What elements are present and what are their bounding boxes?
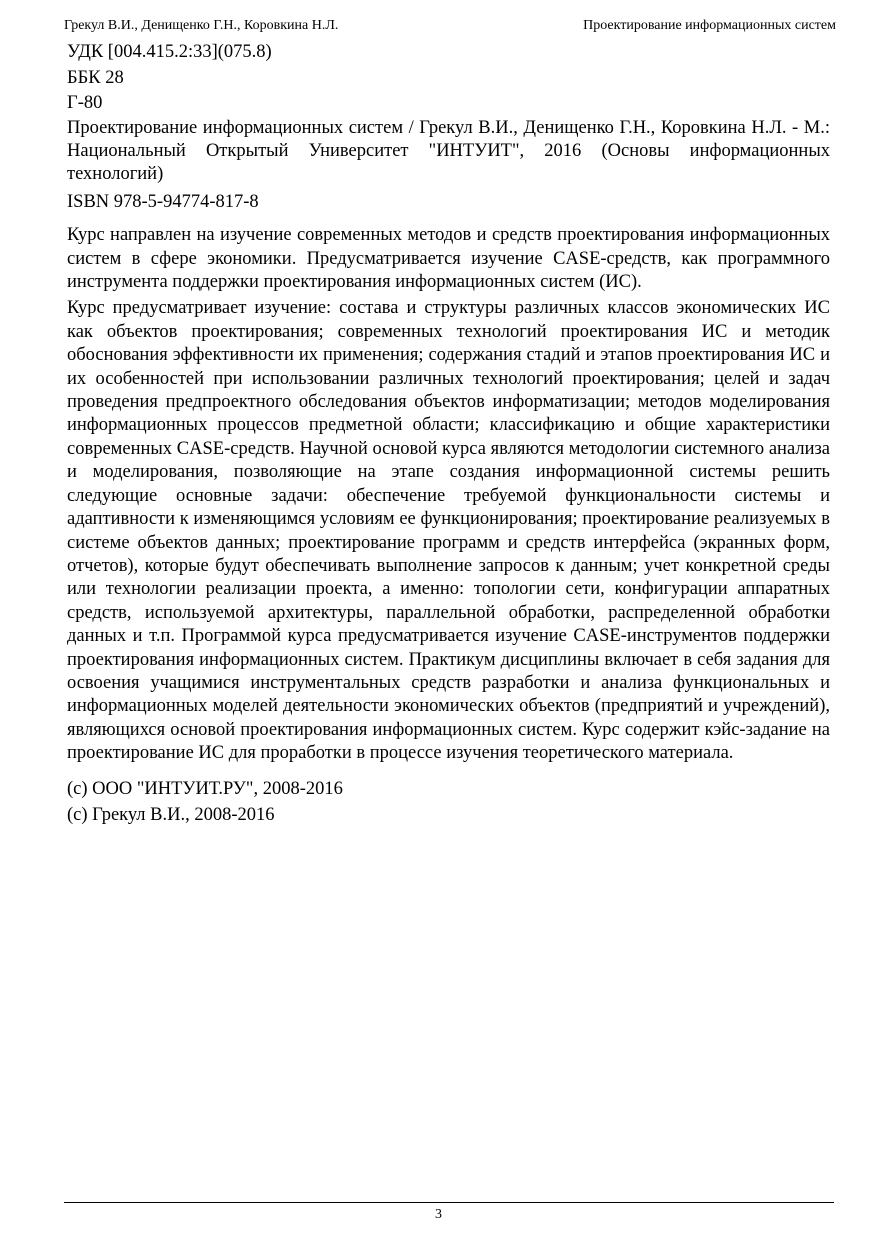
copyright-line-publisher: (c) ООО "ИНТУИТ.РУ", 2008-2016 bbox=[67, 778, 343, 799]
bbk-code: ББК 28 bbox=[67, 67, 124, 88]
running-header bbox=[64, 17, 836, 35]
citation: Проектирование информационных систем / Грекул В.И., Денищенко Г.Н., Коровкина Н.Л. - М.: Национальный Открытый Университет "ИНТУИТ", 2016 (Основы информационных технологий) bbox=[67, 117, 830, 185]
header-authors: Грекул В.И., Денищенко Г.Н., Коровкина Н.Л. bbox=[64, 18, 339, 33]
udk-code: УДК [004.415.2:33](075.8) bbox=[67, 42, 272, 62]
copyright-block bbox=[67, 776, 830, 829]
footer-divider bbox=[64, 1202, 834, 1203]
copyright-line-author: (c) Грекул В.И., 2008-2016 bbox=[67, 805, 275, 826]
abstract-paragraph-2: Курс предусматривает изучение: состава и структуры различных классов экономических ИС как объектов проектирования; современных технологий проектирования ИС и методик обоснования эффективности их применения; содержания стадий и этапов проектирования ИС и их особенностей при использовании различных технологий проектирования; целей и задач проведения предпроектного обследования объектов информатизации; методов моделирования информационных процессов предметной области; классификацию и общие характеристики современных CASE-средств. Научной основой курса являются методологии системного анализа и моделирования, позволяющие на этапе создания информационной системы решить следующие основные задачи: обеспечение требуемой функциональности системы и адаптивности к изменяющимся условиям ее функционирования; проектирование реализуемых в системе объектов данных; проектирование программ и средств интерфейса (экранных форм, отчетов), которые будут обеспечивать выполнение запросов к данным; учет конкретной среды или технологии реализации проекта, а именно: топологии сети, конфигурации аппаратных средств, используемой архитектуры, параллельной обработки, распределенной обработки данных и т.п. Программой курса предусматривается изучение CASE-инструментов поддержки проектирования информационных систем. Практикум дисциплины включает в себя задания для освоения учащимися инструментальных средств разработки и анализа функциональных и информационных моделей деятельности экономических объектов (предприятий и учреждений), являющихся основой проектирования информационных систем. Курс содержит кэйс-задание на проектирование ИС для проработки в процессе изучения теоретического материала. bbox=[67, 298, 830, 764]
page-content bbox=[67, 40, 830, 829]
page-number: 3 bbox=[435, 1207, 442, 1222]
isbn: ISBN 978-5-94774-817-8 bbox=[67, 191, 259, 212]
header-title: Проектирование информационных систем bbox=[583, 18, 836, 33]
abstract-paragraph-1: Курс направлен на изучение современных методов и средств проектирования информационных систем в сфере экономики. Предусматривается изучение CASE-средств, как программного инструмента поддержки проектирования информационных систем (ИС). bbox=[67, 225, 830, 293]
author-mark: Г-80 bbox=[67, 93, 103, 113]
